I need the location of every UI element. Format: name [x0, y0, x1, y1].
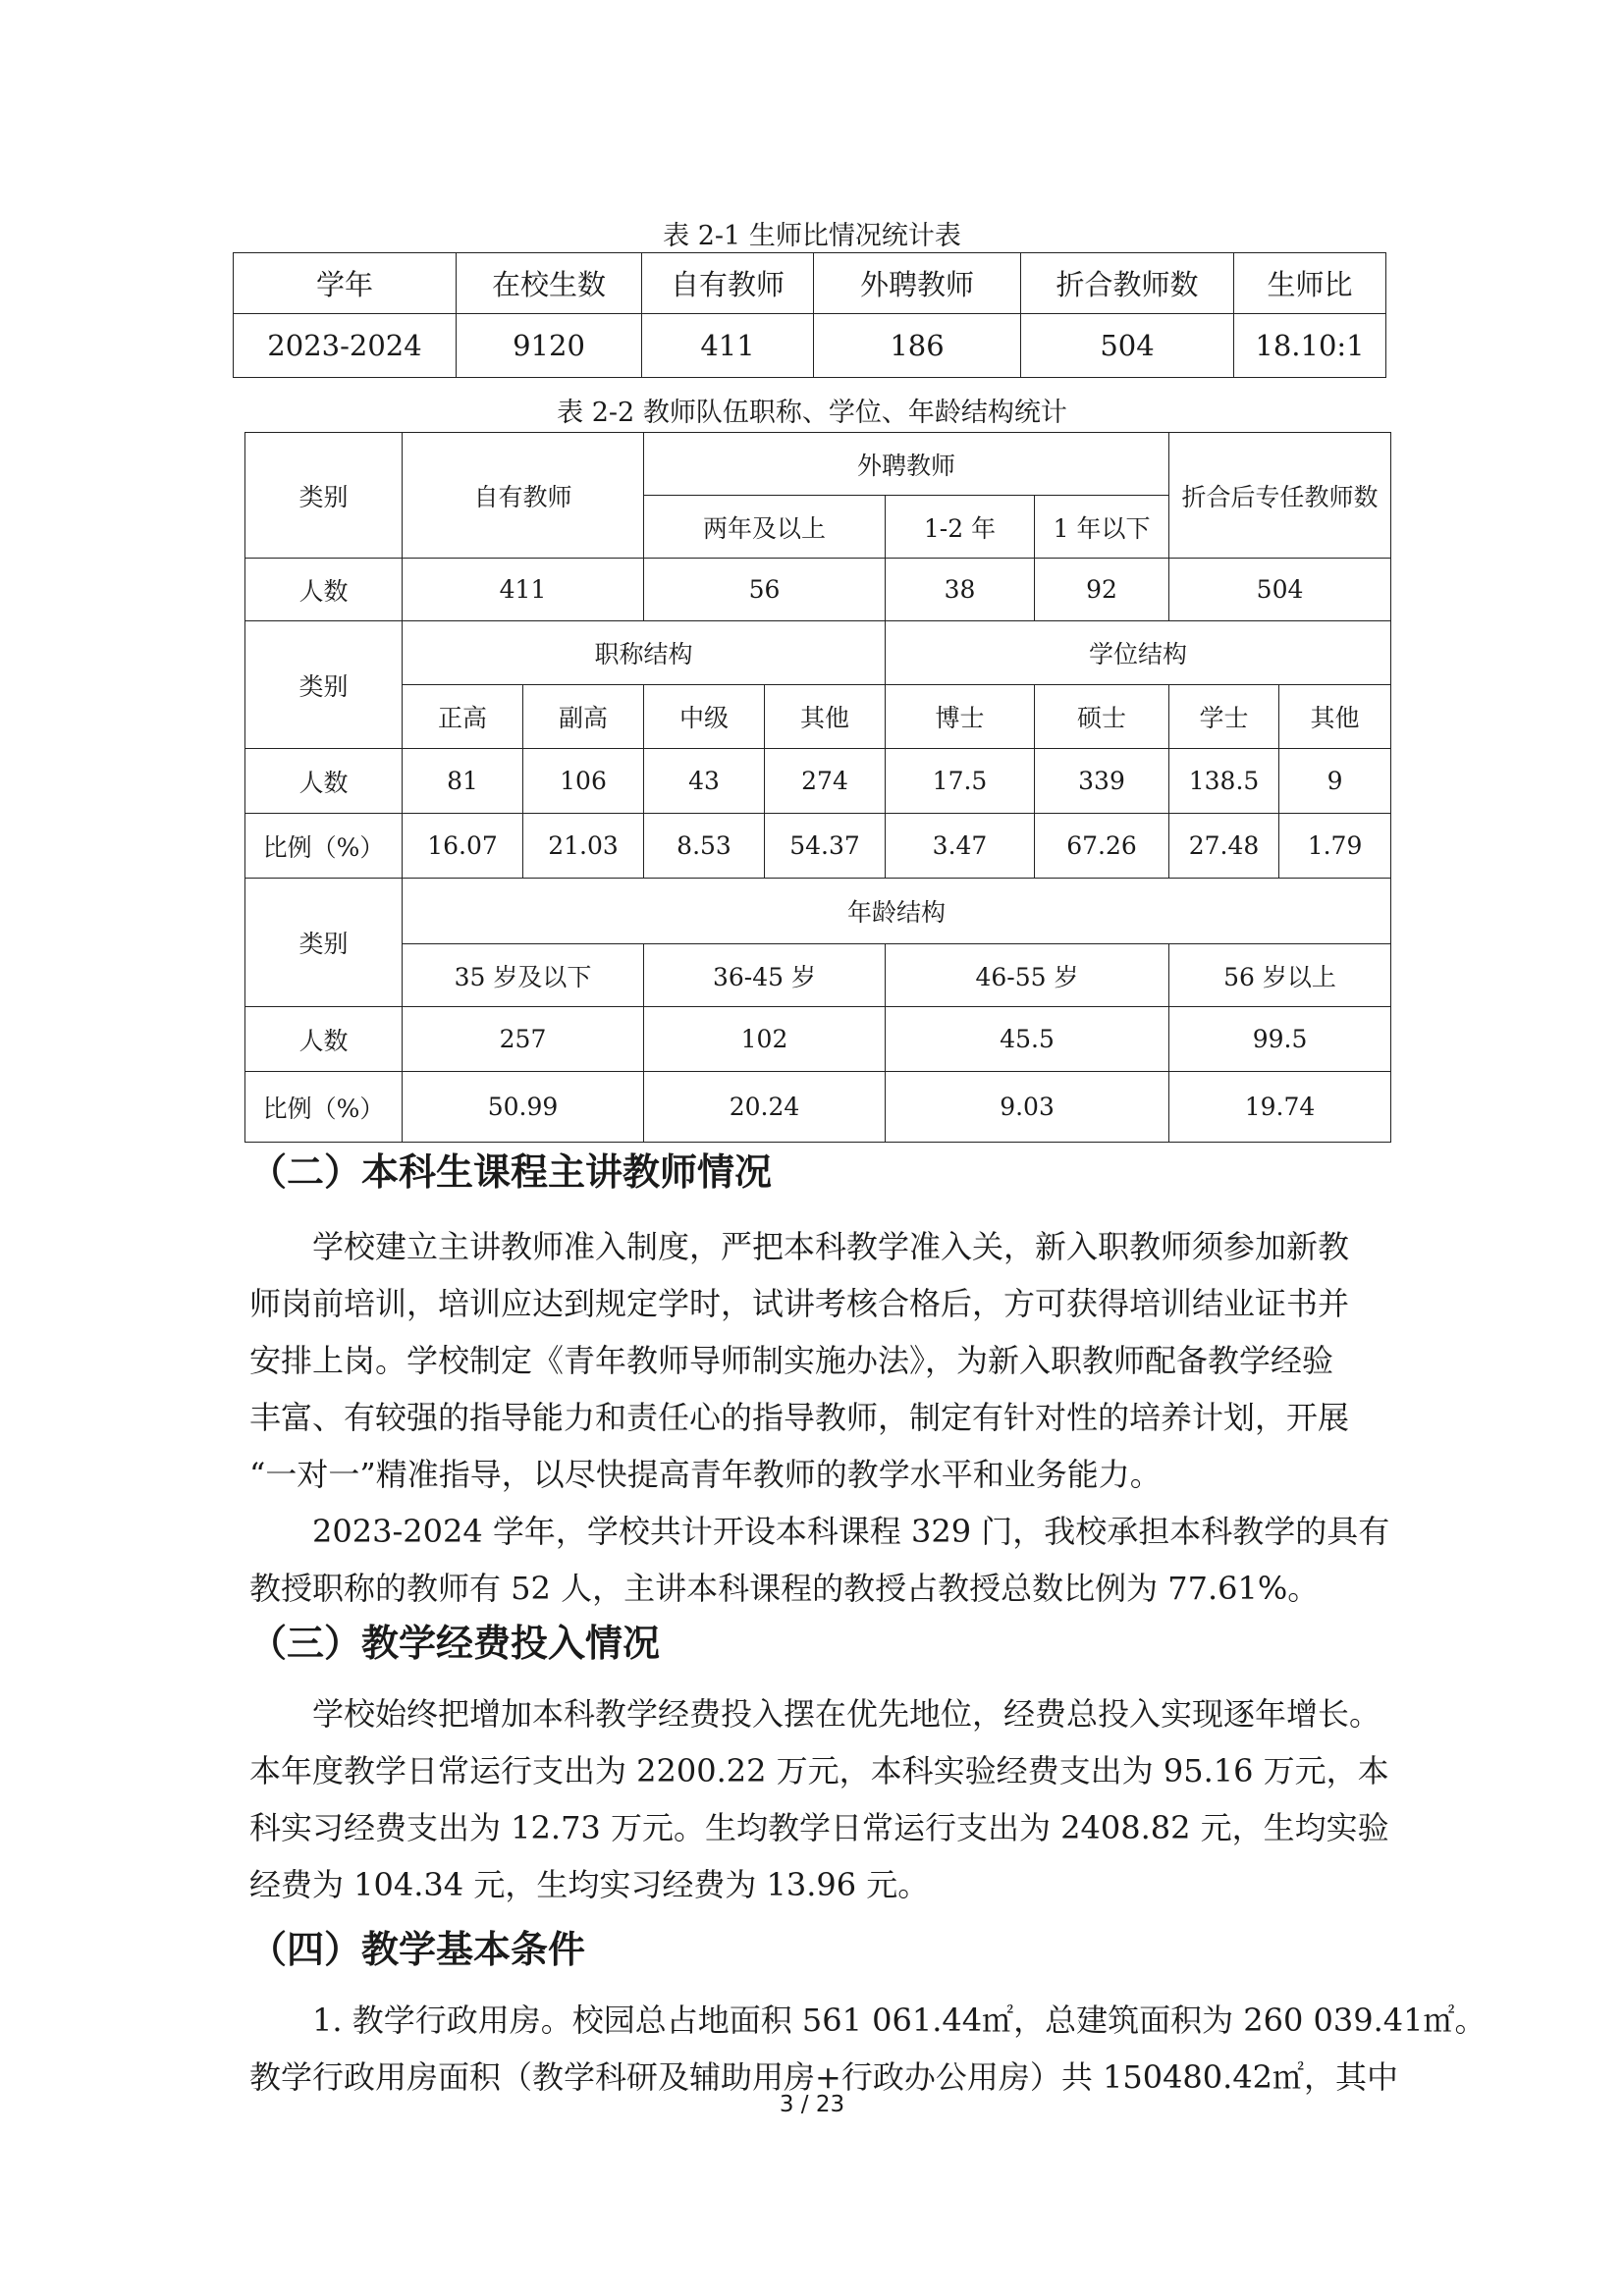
table-row: [245, 621, 1391, 685]
table-cell: 92: [1035, 559, 1169, 621]
table-row: [245, 433, 1391, 496]
table-cell: 27.48: [1169, 814, 1279, 879]
paragraph-line: 师岗前培训，培训应达到规定学时，试讲考核合格后，方可获得培训结业证书并: [249, 1285, 1350, 1322]
category-label: 类别: [245, 879, 403, 1007]
table-cell: 56: [644, 559, 886, 621]
paragraph-line: 学校始终把增加本科教学经费投入摆在优先地位，经费总投入实现逐年增长。: [312, 1695, 1381, 1733]
row-label: 人数: [245, 1007, 403, 1072]
table-cell: 9.03: [886, 1072, 1169, 1143]
page-number: 3 / 23: [779, 2092, 845, 2117]
table-cell: 257: [403, 1007, 644, 1072]
paragraph-line: 教授职称的教师有 52 人，主讲本科课程的教授占教授总数比例为 77.61%。: [249, 1570, 1320, 1607]
column-header: 其他: [765, 685, 886, 749]
table-row: [245, 1072, 1391, 1143]
category-label: 类别: [245, 621, 403, 749]
table2-caption: 表 2-2 教师队伍职称、学位、年龄结构统计: [557, 398, 1067, 428]
table-cell: 9: [1279, 749, 1391, 814]
external-teachers-header: 外聘教师: [644, 433, 1169, 496]
table-cell: 411: [642, 314, 814, 378]
table-row: [245, 685, 1391, 749]
column-header: 学士: [1169, 685, 1279, 749]
section2-body: [249, 1218, 1388, 1617]
header-cell: 外聘教师: [814, 253, 1021, 314]
table-cell: 17.5: [886, 749, 1035, 814]
paragraph-line: 安排上岗。学校制定《青年教师导师制实施办法》，为新入职教师配备教学经验: [249, 1342, 1334, 1379]
table-row: [245, 559, 1391, 621]
paragraph-line: 教学行政用房面积（教学科研及辅助用房+行政办公用房）共 150480.42㎡，其中: [249, 2058, 1399, 2096]
column-header: 正高: [403, 685, 523, 749]
paragraph-line: 科实习经费支出为 12.73 万元。生均教学日常运行支出为 2408.82 元，生均实验: [249, 1809, 1389, 1846]
section3-body: [249, 1685, 1388, 1913]
row-label: 人数: [245, 749, 403, 814]
table-cell: 45.5: [886, 1007, 1169, 1072]
column-header: 中级: [644, 685, 765, 749]
column-header: 56 岁以上: [1169, 944, 1391, 1007]
table-cell: 2023-2024: [234, 314, 457, 378]
table-cell: 339: [1035, 749, 1169, 814]
table-cell: 9120: [457, 314, 642, 378]
column-header: 36-45 岁: [644, 944, 886, 1007]
table-row: [245, 879, 1391, 944]
degree-structure-header: 学位结构: [886, 621, 1391, 685]
table-cell: 504: [1021, 314, 1234, 378]
paragraph-line: 1. 教学行政用房。校园总占地面积 561 061.44㎡，总建筑面积为 260 039.41㎡。: [312, 2002, 1487, 2039]
table-row: [245, 749, 1391, 814]
header-cell: 折合教师数: [1021, 253, 1234, 314]
own-teachers-header: 自有教师: [403, 433, 644, 559]
row-label: 人数: [245, 559, 403, 621]
column-header: 副高: [523, 685, 644, 749]
column-header: 35 岁及以下: [403, 944, 644, 1007]
header-cell: 学年: [234, 253, 457, 314]
converted-teachers-header: 折合后专任教师数: [1169, 433, 1391, 559]
table-cell: 50.99: [403, 1072, 644, 1143]
table-cell: 21.03: [523, 814, 644, 879]
table-cell: 504: [1169, 559, 1391, 621]
table-row: [234, 314, 1386, 378]
table-cell: 1.79: [1279, 814, 1391, 879]
table-cell: 16.07: [403, 814, 523, 879]
table-cell: 99.5: [1169, 1007, 1391, 1072]
header-cell: 自有教师: [642, 253, 814, 314]
paragraph-line: 本年度教学日常运行支出为 2200.22 万元，本科实验经费支出为 95.16 万元，本: [249, 1752, 1389, 1789]
column-header: 硕士: [1035, 685, 1169, 749]
table-cell: 43: [644, 749, 765, 814]
student-teacher-ratio-table: [233, 252, 1386, 378]
table-header-row: [234, 253, 1386, 314]
table-row: [245, 944, 1391, 1007]
paragraph-line: “一对一”精准指导，以尽快提高青年教师的教学水平和业务能力。: [249, 1456, 1162, 1493]
table-cell: 20.24: [644, 1072, 886, 1143]
section4-body: [249, 1992, 1487, 2106]
section-heading: （二）本科生课程主讲教师情况: [249, 1150, 773, 1194]
table1-caption: 表 2-1 生师比情况统计表: [663, 221, 961, 251]
table-cell: 81: [403, 749, 523, 814]
external-sub-header: 两年及以上: [644, 496, 886, 559]
table-cell: 67.26: [1035, 814, 1169, 879]
paragraph-line: 丰富、有较强的指导能力和责任心的指导教师，制定有针对性的培养计划，开展: [249, 1399, 1350, 1436]
column-header: 博士: [886, 685, 1035, 749]
row-label: 比例（%）: [245, 814, 403, 879]
section-heading: （三）教学经费投入情况: [249, 1622, 661, 1665]
title-structure-header: 职称结构: [403, 621, 886, 685]
table-cell: 8.53: [644, 814, 765, 879]
table-cell: 3.47: [886, 814, 1035, 879]
table-cell: 19.74: [1169, 1072, 1391, 1143]
external-sub-header: 1-2 年: [886, 496, 1035, 559]
table-cell: 274: [765, 749, 886, 814]
table-cell: 138.5: [1169, 749, 1279, 814]
table-cell: 411: [403, 559, 644, 621]
column-header: 其他: [1279, 685, 1391, 749]
header-cell: 生师比: [1234, 253, 1386, 314]
paragraph-line: 2023-2024 学年，学校共计开设本科课程 329 门，我校承担本科教学的具有: [312, 1513, 1390, 1550]
teacher-structure-table: [244, 432, 1391, 1143]
table-row: [245, 1007, 1391, 1072]
table-cell: 106: [523, 749, 644, 814]
column-header: 46-55 岁: [886, 944, 1169, 1007]
external-sub-header: 1 年以下: [1035, 496, 1169, 559]
age-structure-header: 年龄结构: [403, 879, 1391, 944]
section-heading: （四）教学基本条件: [249, 1928, 586, 1971]
row-label: 比例（%）: [245, 1072, 403, 1143]
category-label: 类别: [245, 433, 403, 559]
header-cell: 在校生数: [457, 253, 642, 314]
table-cell: 186: [814, 314, 1021, 378]
paragraph-line: 经费为 104.34 元，生均实习经费为 13.96 元。: [249, 1866, 930, 1903]
table-cell: 38: [886, 559, 1035, 621]
table-cell: 18.10:1: [1234, 314, 1386, 378]
table-cell: 102: [644, 1007, 886, 1072]
table-cell: 54.37: [765, 814, 886, 879]
paragraph-line: 学校建立主讲教师准入制度，严把本科教学准入关，新入职教师须参加新教: [312, 1228, 1350, 1265]
table-row: [245, 814, 1391, 879]
